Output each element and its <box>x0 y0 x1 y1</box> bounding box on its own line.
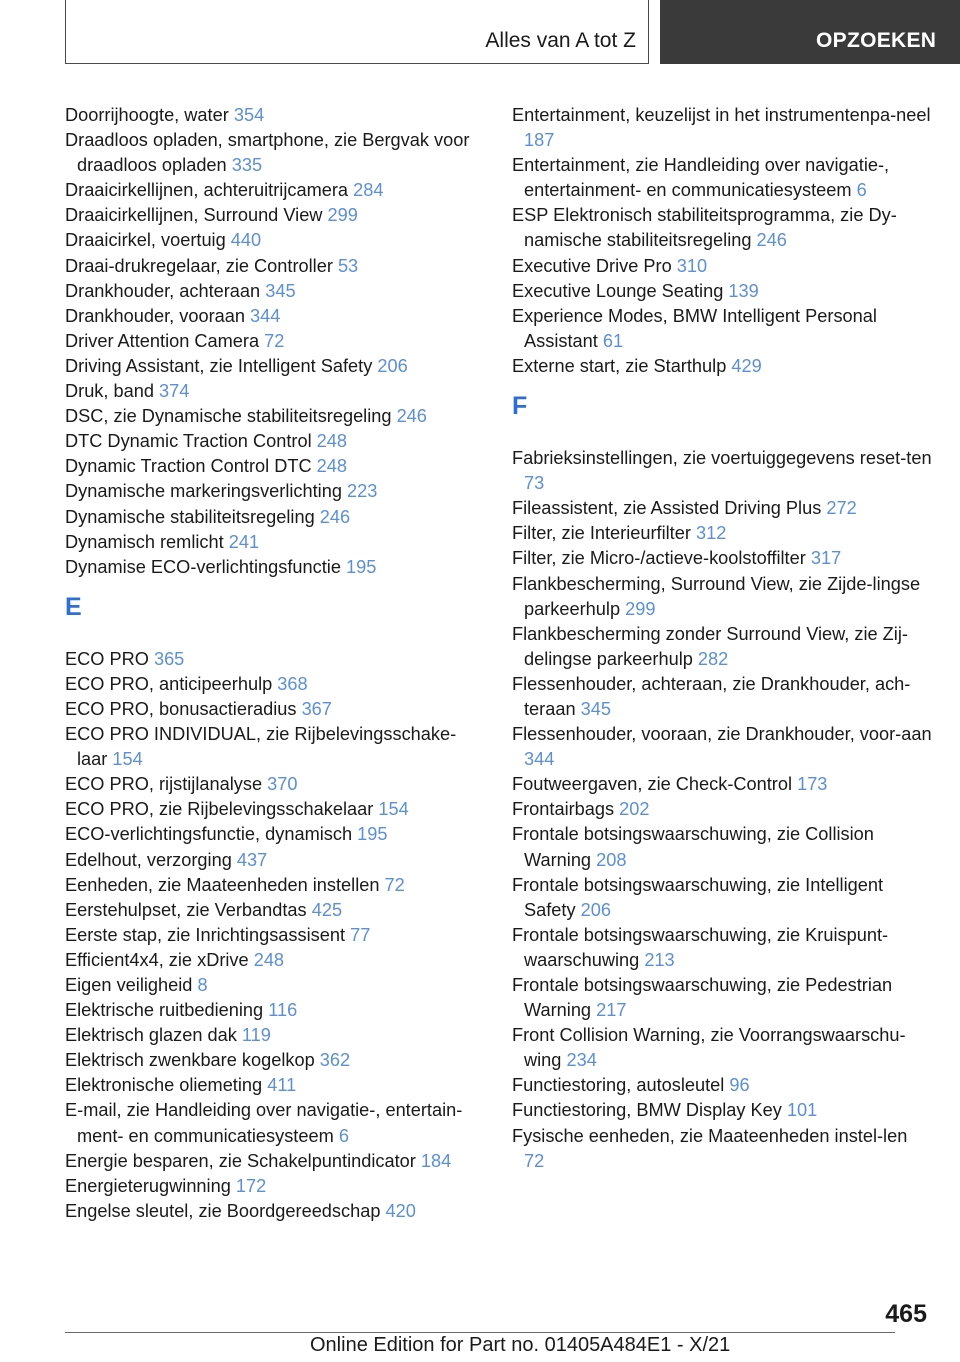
index-entry-term: ECO PRO, rijstijlanalyse <box>65 774 263 795</box>
section-label: OPZOEKEN <box>816 29 937 52</box>
index-entry-page-link[interactable]: 53 <box>337 255 359 276</box>
index-entry-page-link[interactable]: 312 <box>695 523 727 544</box>
index-entry <box>65 329 485 354</box>
index-entry <box>512 722 932 772</box>
index-entry <box>65 998 485 1023</box>
index-entry <box>512 572 932 622</box>
index-entry <box>65 279 485 304</box>
index-entry-page-link[interactable]: 284 <box>353 180 384 201</box>
index-entry-term: Dynamise ECO-verlichtingsfunctie <box>65 556 341 577</box>
index-entry-page-link[interactable]: 96 <box>729 1075 750 1096</box>
index-column-left <box>65 103 485 1224</box>
index-entry <box>512 1023 932 1073</box>
index-entry-term: DSC, zie Dynamische stabiliteitsregeling <box>65 406 392 427</box>
index-entry <box>65 178 485 203</box>
index-entry <box>65 404 485 429</box>
index-entry-term: ECO PRO INDIVIDUAL, zie Rijbelevingsschake‐laar <box>65 724 457 770</box>
index-entry <box>65 479 485 504</box>
index-entry-term: ECO PRO <box>65 648 149 669</box>
index-entry-page-link[interactable]: 429 <box>731 355 762 376</box>
index-entry <box>512 1124 932 1174</box>
index-entry <box>512 496 932 521</box>
index-entry-page-link[interactable]: 272 <box>826 498 857 519</box>
index-entry <box>512 672 932 722</box>
index-entry-page-link[interactable]: 299 <box>625 598 656 619</box>
index-entry <box>65 923 485 948</box>
index-entry <box>512 279 932 304</box>
index-entry-term: Frontairbags <box>512 799 615 820</box>
index-entry-page-link[interactable]: 116 <box>268 1000 298 1021</box>
index-entry <box>512 822 932 872</box>
index-entry-term: Doorrijhoogte, water <box>65 105 229 125</box>
index-entry-page-link[interactable]: 437 <box>236 849 268 870</box>
index-entry-term: Frontale botsingswaarschuwing, zie Collision Warning <box>512 824 874 870</box>
index-entry-page-link[interactable]: 344 <box>250 305 281 326</box>
index-entry-term: ECO PRO, bonusactieradius <box>65 698 297 719</box>
index-entry <box>65 797 485 822</box>
index-entry-term: Engelse sleutel, zie Boordgereedschap <box>65 1200 381 1221</box>
index-entry <box>512 772 932 797</box>
index-entry-page-link[interactable]: 248 <box>316 456 348 477</box>
index-entry <box>65 1073 485 1098</box>
index-entry-page-link[interactable]: 241 <box>228 531 260 552</box>
index-entry-page-link[interactable]: 6 <box>338 1125 349 1146</box>
index-entry-page-link[interactable]: 172 <box>235 1175 267 1196</box>
index-entry-term: Fileassistent, zie Assisted Driving Plus <box>512 498 822 519</box>
index-entry-term: Eenheden, zie Maateenheden instellen <box>65 874 380 895</box>
index-entry-page-link[interactable]: 246 <box>756 230 787 251</box>
index-entry-page-link[interactable]: 139 <box>728 280 759 301</box>
index-entry <box>512 1098 932 1123</box>
index-entry <box>65 647 485 672</box>
index-entry-page-link[interactable]: 202 <box>619 799 650 820</box>
index-entry-term: Filter, zie Micro-/actieve-koolstoffilter <box>512 548 806 569</box>
index-entry-page-link[interactable]: 365 <box>153 648 185 669</box>
index-entry-term: Draaicirkel, voertuig <box>65 230 226 251</box>
index-entry-page-link[interactable]: 195 <box>346 556 377 577</box>
index-entry <box>65 228 485 253</box>
index-entry-term: Elektronische oliemeting <box>65 1075 263 1096</box>
index-entry-page-link[interactable]: 420 <box>385 1200 416 1221</box>
index-entry <box>65 354 485 379</box>
index-entry-term: Executive Drive Pro <box>512 255 672 276</box>
footer-divider <box>65 1332 895 1333</box>
index-entry-term: Functiestoring, BMW Display Key <box>512 1100 782 1121</box>
index-entry-page-link[interactable]: 217 <box>596 1000 627 1021</box>
index-entry-term: Elektrisch zwenkbare kogelkop <box>65 1050 315 1071</box>
index-entry <box>512 446 932 496</box>
index-entry <box>65 672 485 697</box>
index-entry-page-link[interactable]: 223 <box>347 481 378 502</box>
index-entry-term: Eerste stap, zie Inrichtingsassisent <box>65 924 346 945</box>
index-entry-term: Edelhout, verzorging <box>65 849 232 870</box>
index-entry-page-link[interactable]: 195 <box>357 824 388 845</box>
index-entry-term: Dynamic Traction Control DTC <box>65 456 312 477</box>
index-entry <box>512 254 932 279</box>
index-entry-term: Flessenhouder, vooraan, zie Drankhouder, voor‐aan <box>512 724 932 745</box>
index-entry <box>65 505 485 530</box>
index-entry <box>65 1199 485 1224</box>
index-entry-page-link[interactable]: 184 <box>420 1150 452 1171</box>
index-entry <box>65 103 485 128</box>
index-entry <box>65 1098 485 1148</box>
index-entry <box>65 128 485 178</box>
index-entry-term: Fysische eenheden, zie Maateenheden instel‐len <box>512 1125 908 1146</box>
index-entry-term: Dynamische markeringsverlichting <box>65 481 342 502</box>
index-entry-term: Driving Assistant, zie Intelligent Safety <box>65 355 373 376</box>
index-entry-term: Draaicirkellijnen, achteruitrijcamera <box>65 180 349 201</box>
index-entry <box>65 203 485 228</box>
index-entry-term: Efficient4x4, zie xDrive <box>65 949 249 970</box>
index-entry <box>512 923 932 973</box>
header-chapter-tab <box>65 0 649 64</box>
index-entry-page-link[interactable]: 317 <box>810 548 842 569</box>
index-entry-term: Energieterugwinning <box>65 1175 231 1196</box>
index-entry-term: Drankhouder, vooraan <box>65 305 245 326</box>
index-entry-term: Experience Modes, BMW Intelligent Personal Assistant <box>512 305 877 351</box>
index-entry-term: Draai-drukregelaar, zie Controller <box>65 255 333 276</box>
index-entry <box>512 1073 932 1098</box>
index-entry-page-link[interactable]: 425 <box>311 899 343 920</box>
index-entry <box>65 1174 485 1199</box>
index-entry-page-link[interactable]: 208 <box>596 849 627 870</box>
index-entry-page-link[interactable]: 154 <box>112 749 143 770</box>
index-entry <box>65 379 485 404</box>
index-entry-term: Externe start, zie Starthulp <box>512 355 727 376</box>
index-entry <box>512 153 932 203</box>
index-column-right <box>512 103 932 1174</box>
index-entry-term: Elektrische ruitbediening <box>65 1000 264 1021</box>
index-entry-term: ECO-verlichtingsfunctie, dynamisch <box>65 824 353 845</box>
index-entry-term: ECO PRO, zie Rijbelevingsschakelaar <box>65 799 374 820</box>
index-entry-term: Flankbescherming zonder Surround View, zie Zij‐delingse parkeerhulp <box>512 623 908 669</box>
index-entry-page-link[interactable]: 206 <box>580 899 611 920</box>
index-entry-term: Driver Attention Camera <box>65 330 260 351</box>
index-entry <box>512 304 932 354</box>
index-entry-page-link[interactable]: 246 <box>319 506 351 527</box>
index-entry <box>65 304 485 329</box>
index-entry-page-link[interactable]: 310 <box>676 255 708 276</box>
index-entry-term: Fabrieksinstellingen, zie voertuiggegevens reset‐ten <box>512 448 932 469</box>
index-entry-term: Executive Lounge Seating <box>512 280 724 301</box>
index-entry <box>512 622 932 672</box>
index-entry-term: Dynamische stabiliteitsregeling <box>65 506 315 527</box>
index-entry-page-link[interactable]: 374 <box>159 381 190 402</box>
index-entry <box>512 873 932 923</box>
index-entry <box>65 1048 485 1073</box>
index-entry <box>65 948 485 973</box>
index-entry-term: Foutweergaven, zie Check-Control <box>512 774 793 795</box>
index-entry-page-link[interactable]: 248 <box>316 431 348 452</box>
index-entry-page-link[interactable]: 73 <box>524 473 545 494</box>
page-number: 465 <box>885 1300 927 1328</box>
index-entry <box>65 772 485 797</box>
index-entry <box>512 203 932 253</box>
index-entry-term: Draadloos opladen, smartphone, zie Bergvak voor draadloos opladen <box>65 130 470 176</box>
index-entry-page-link[interactable]: 206 <box>377 355 408 376</box>
index-entry-term: Filter, zie Interieurfilter <box>512 523 691 544</box>
index-entry-page-link[interactable]: 345 <box>265 280 296 301</box>
index-entry <box>65 722 485 772</box>
index-entry-page-link[interactable]: 119 <box>241 1025 271 1046</box>
index-entry-term: Draaicirkellijnen, Surround View <box>65 205 323 226</box>
index-entry-page-link[interactable]: 362 <box>319 1050 351 1071</box>
index-entry-page-link[interactable]: 8 <box>197 975 208 995</box>
index-entry-term: Entertainment, keuzelijst in het instrumentenpa‐neel <box>512 105 931 125</box>
index-entry-page-link[interactable]: 344 <box>524 749 555 770</box>
footer-edition-text: Online Edition for Part no. 01405A484E1 - X/21 <box>310 1334 731 1356</box>
index-entry-term: Drankhouder, achteraan <box>65 280 261 301</box>
index-entry <box>65 555 485 580</box>
index-entry-term: Energie besparen, zie Schakelpuntindicator <box>65 1150 416 1171</box>
index-entry-page-link[interactable]: 370 <box>267 774 298 795</box>
index-entry <box>512 103 932 153</box>
index-entry <box>512 797 932 822</box>
index-entry-term: Frontale botsingswaarschuwing, zie Pedestrian Warning <box>512 975 893 1021</box>
index-entry-term: ESP Elektronisch stabiliteitsprogramma, zie Dy‐namische stabiliteitsregeling <box>512 205 897 251</box>
index-entry <box>512 973 932 1023</box>
index-entry-page-link[interactable]: 367 <box>301 698 332 719</box>
index-entry-term: DTC Dynamic Traction Control <box>65 431 312 452</box>
index-entry <box>65 898 485 923</box>
index-entry <box>65 848 485 873</box>
index-entry-page-link[interactable]: 173 <box>797 774 828 795</box>
index-entry-term: Front Collision Warning, zie Voorrangswaarschu‐wing <box>512 1025 906 1071</box>
index-section-letter: E <box>65 592 82 621</box>
index-section-letter: F <box>512 392 528 421</box>
index-entry-term: Frontale botsingswaarschuwing, zie Intelligent Safety <box>512 874 884 920</box>
index-entry <box>65 454 485 479</box>
index-entry-term: Dynamisch remlicht <box>65 531 224 552</box>
index-entry <box>65 1023 485 1048</box>
index-entry-term: Eigen veiligheid <box>65 975 193 995</box>
index-entry-page-link[interactable]: 154 <box>378 799 409 820</box>
index-entry <box>512 521 932 546</box>
index-entry-page-link[interactable]: 6 <box>856 180 867 201</box>
index-entry-page-link[interactable]: 72 <box>524 1150 545 1171</box>
index-entry <box>65 822 485 847</box>
index-entry-page-link[interactable]: 246 <box>396 406 427 427</box>
index-entry-page-link[interactable]: 368 <box>277 673 308 694</box>
index-entry-page-link[interactable]: 299 <box>327 205 358 226</box>
index-entry-page-link[interactable]: 345 <box>580 698 611 719</box>
index-entry-page-link[interactable]: 248 <box>253 949 285 970</box>
index-entry-page-link[interactable]: 187 <box>524 130 555 151</box>
index-entry-page-link[interactable]: 354 <box>233 105 265 125</box>
index-entry <box>65 429 485 454</box>
index-entry <box>512 546 932 571</box>
index-entry <box>65 973 485 998</box>
index-entry-page-link[interactable]: 335 <box>231 155 263 176</box>
index-entry-page-link[interactable]: 234 <box>566 1050 597 1071</box>
index-entry-term: Entertainment, zie Handleiding over navigatie-, entertainment- en communicatiesysteem <box>512 155 890 201</box>
index-entry-page-link[interactable]: 77 <box>350 924 371 945</box>
index-entry-page-link[interactable]: 213 <box>644 949 675 970</box>
index-entry-page-link[interactable]: 72 <box>264 330 285 351</box>
index-entry <box>65 254 485 279</box>
index-entry-page-link[interactable]: 61 <box>602 330 624 351</box>
index-entry <box>65 530 485 555</box>
index-entry-term: Eerstehulpset, zie Verbandtas <box>65 899 307 920</box>
index-entry-term: Functiestoring, autosleutel <box>512 1075 725 1096</box>
index-entry-page-link[interactable]: 101 <box>786 1100 818 1121</box>
index-entry <box>512 354 932 379</box>
index-entry-term: Flessenhouder, achteraan, zie Drankhouder, ach‐teraan <box>512 673 911 719</box>
index-entry-term: Elektrisch glazen dak <box>65 1025 237 1046</box>
index-entry-page-link[interactable]: 440 <box>230 230 262 251</box>
index-entry <box>65 873 485 898</box>
index-entry-page-link[interactable]: 72 <box>384 874 405 895</box>
chapter-tab-label: Alles van A tot Z <box>485 29 636 52</box>
index-entry <box>65 1149 485 1174</box>
index-entry-page-link[interactable]: 282 <box>697 648 729 669</box>
index-entry <box>65 697 485 722</box>
index-entry-term: Druk, band <box>65 381 154 402</box>
index-entry-term: Frontale botsingswaarschuwing, zie Kruispunt‐waarschuwing <box>512 924 889 970</box>
index-entry-page-link[interactable]: 411 <box>267 1075 297 1096</box>
index-entry-term: Flankbescherming, Surround View, zie Zijde‐lingse parkeerhulp <box>512 573 921 619</box>
index-entry-term: ECO PRO, anticipeerhulp <box>65 673 273 694</box>
index-entry-term: E-mail, zie Handleiding over navigatie-, entertain‐ment- en communicatiesysteem <box>65 1100 463 1146</box>
header-section-bar <box>660 0 960 64</box>
